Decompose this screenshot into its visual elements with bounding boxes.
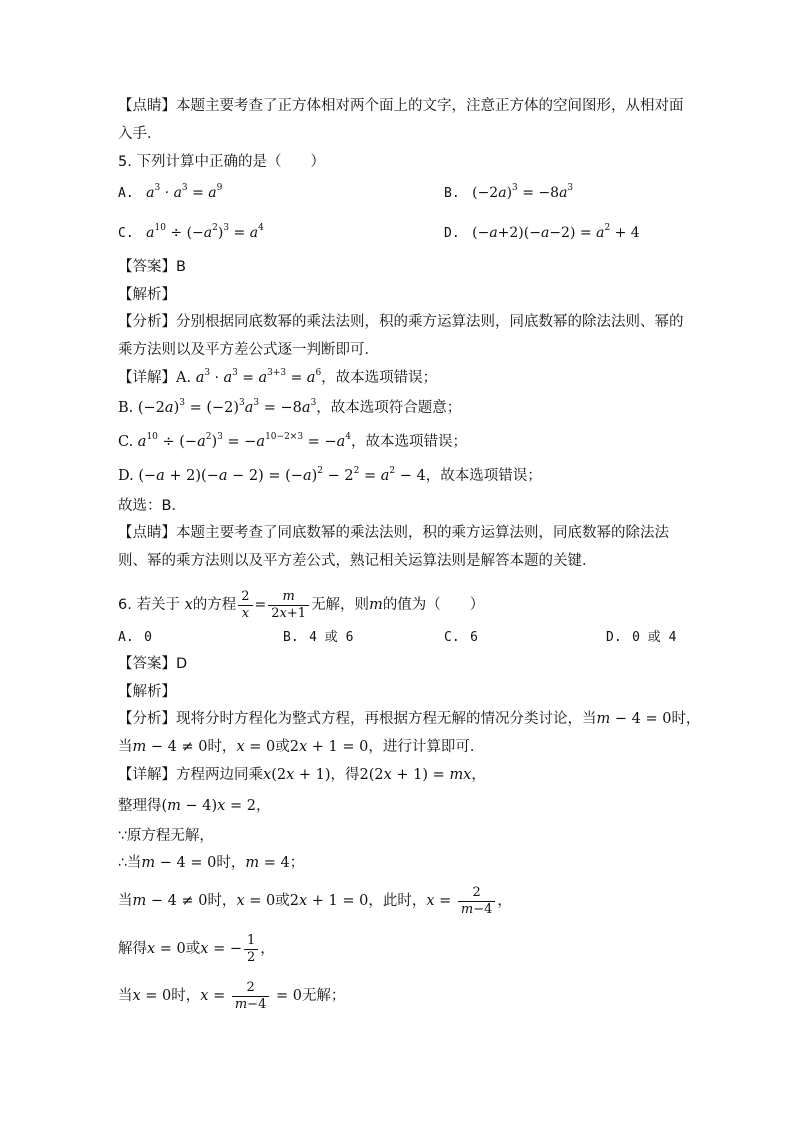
q5-xiangjie-a-tail: ，故本选项错误； xyxy=(321,370,438,386)
q6-xj2-end: ， xyxy=(255,798,271,814)
q5-fenxi-2: 乘方法则以及平方差公式逐一判断即可． xyxy=(118,342,379,358)
q5-jiexi: 【解析】 xyxy=(118,287,176,303)
q6-xj1-pre: 方程两边同乘 xyxy=(176,767,263,783)
q6-xj5-t: 时， xyxy=(207,893,237,909)
q5-dianjing-label: 【点睛】 xyxy=(118,525,176,541)
q5-fenxi-1 xyxy=(118,312,684,332)
q6-stem-pre: 6. 若关于 xyxy=(118,597,180,613)
q6-xj7-end: 无解； xyxy=(301,988,346,1004)
q6-fenxi-t1: 时， xyxy=(671,711,701,727)
q6-frac-x-2: $\frac{2}{m-4}$ xyxy=(232,980,270,1013)
q5-option-d-label: D. xyxy=(444,226,460,241)
q6-option-c-value: 6 xyxy=(470,630,478,645)
q6-option-b xyxy=(283,627,353,648)
q6-option-d-label: D. xyxy=(606,630,622,645)
q6-xj-3 xyxy=(118,826,214,846)
q5-xiangjie-b-tail: ，故本选项符合题意； xyxy=(316,400,462,416)
q5-option-b-label: B. xyxy=(444,186,460,201)
q6-stem-end: 的值为（ ） xyxy=(382,597,485,613)
q5-answer xyxy=(118,257,186,277)
q6-frac-right: $\frac{m}{2x+1}$ xyxy=(268,589,309,622)
q6-fenxi-1: 【分析】现将分时方程化为整式方程，再根据方程无解的情况分类讨论，当m − 4 = 0时， xyxy=(118,711,701,727)
q6-option-d xyxy=(606,627,676,648)
dianjing-label: 【点睛】 xyxy=(118,98,176,114)
q6-option-d-value: 0 或 4 xyxy=(632,630,677,645)
q5-xiangjie-d-tail: ，故本选项错误； xyxy=(425,468,542,484)
q6-answer xyxy=(118,654,187,674)
q6-option-a-value: 0 xyxy=(144,630,152,645)
q5-xiangjie-d: D. $(-a + 2)(-a - 2) = (-a)^2 - 2^2 = a^2 - 4$，故本选项错误； xyxy=(118,466,542,484)
q6-xj6-or: 或 xyxy=(185,941,201,957)
q5-choose: 故选：B． xyxy=(118,498,186,514)
q6-xj-4: ∴当m − 4 = 0时，m = 4； xyxy=(118,855,305,871)
q6-stem-post: 无解，则 xyxy=(311,597,370,613)
q5-fenxi-text: 分别根据同底数幂的乘法法则，积的乘方运算法则，同底数幂的除法法则、幂的 xyxy=(176,314,684,330)
therefore-symbol: ∴ xyxy=(118,855,127,871)
q6-fenxi2-or: 或 xyxy=(275,739,290,755)
q5-xiangjie-b: B. $(-2a)^3 = (-2)^3a^3 = -8a^3$，故本选项符合题意； xyxy=(118,398,462,416)
q6-fenxi2-end: ，进行计算即可． xyxy=(368,739,485,755)
because-symbol: ∵ xyxy=(118,828,127,844)
q6-frac-half: $\frac{1}{2}$ xyxy=(244,933,258,966)
q6-xj-6: 解得x = 0或x = − $\frac{1}{2}$ ， xyxy=(118,932,275,965)
q5-option-b: B. $(-2a)^3 = -8a^3$ xyxy=(444,183,574,201)
q6-xj1-end: ， xyxy=(471,767,486,783)
dianjing-text-2: 入手． xyxy=(118,126,162,142)
dianjing-line-2 xyxy=(118,124,162,144)
q6-option-c xyxy=(444,627,478,648)
q6-xj5-end: ， xyxy=(497,893,512,909)
q5-xiangjie-label: 【详解】 xyxy=(118,370,176,386)
q5-dianjing-text: 本题主要考查了同底数幂的乘法法则，积的乘方运算法则，同底数幂的除法法 xyxy=(176,525,669,541)
q5-option-a: A. $a^3 \cdot a^3 = a^9$ xyxy=(118,183,223,201)
q6-xj4-t: 时， xyxy=(216,855,246,871)
q6-answer-value: D xyxy=(176,656,188,672)
q6-answer-label: 【答案】 xyxy=(118,656,176,672)
q6-xj6-pre: 解得 xyxy=(118,941,147,957)
q6-frac-x: $\frac{2}{m-4}$ xyxy=(458,885,496,918)
q6-option-a xyxy=(118,627,152,648)
q6-xj5-pre: 当 xyxy=(118,893,133,909)
q5-xiangjie-c: C. $a^{10} \div (-a^2)^3 = -a^{10-2\times 3} = -a^4$，故本选项错误； xyxy=(118,432,467,450)
q5-answer-label: 【答案】 xyxy=(118,259,176,275)
q6-xj4-pre: 当 xyxy=(126,855,142,871)
q6-fenxi-2: 当m − 4 ≠ 0时，x = 0或2x + 1 = 0，进行计算即可． xyxy=(118,739,485,755)
q6-xj2-pre: 整理得 xyxy=(118,798,162,814)
q5-dianjing-1 xyxy=(118,523,669,543)
q5-option-d: D. $(-a+2)(-a-2) = a^2 + 4$ xyxy=(444,223,640,241)
q6-xj5-or: 或 xyxy=(275,893,290,909)
q5-option-a-label: A. xyxy=(118,186,134,201)
q6-option-c-label: C. xyxy=(444,630,460,645)
q6-xj6-end: ， xyxy=(260,941,275,957)
dianjing-text: 本题主要考查了正方体相对两个面上的文字，注意正方体的空间图形，从相对面 xyxy=(176,98,684,114)
q6-xj5-mid: ，此时， xyxy=(368,893,427,909)
q5-answer-value: B xyxy=(176,259,186,275)
q6-fenxi2-pre: 当 xyxy=(118,739,133,755)
q6-xj7-t: 时， xyxy=(171,988,201,1004)
q6-stem-mid: 的方程 xyxy=(192,597,237,613)
q6-xj-2: 整理得(m − 4)x = 2， xyxy=(118,798,271,814)
q6-option-b-value: 4 或 6 xyxy=(309,630,354,645)
q5-fenxi-label: 【分析】 xyxy=(118,314,176,330)
q6-xj-5: 当m − 4 ≠ 0时，x = 0或2x + 1 = 0，此时，x = $\frac{2}{m-4}$ ， xyxy=(118,884,512,917)
q5-option-c-label: C. xyxy=(118,226,134,241)
q6-fenxi2-t: 时， xyxy=(207,739,237,755)
q6-frac-left: $\frac{2}{x}$ xyxy=(238,589,252,622)
q6-xj4-end: ； xyxy=(289,855,305,871)
q6-xj-7: 当x = 0时，x = $\frac{2}{m-4}$ = 0无解； xyxy=(118,979,346,1012)
q6-fenxi-label: 【分析】 xyxy=(118,711,176,727)
q6-xj1-mid: ，得 xyxy=(330,767,360,783)
dianjing-line-1 xyxy=(118,96,684,116)
q6-xj-1: 【详解】方程两边同乘x(2x + 1)，得2(2x + 1) = mx， xyxy=(118,767,486,783)
q6-jiexi: 【解析】 xyxy=(118,684,176,700)
q6-stem: 6. 若关于 x的方程 $\frac{2}{x}$ = $\frac{m}{2x+1}$ 无解，则m的值为（ ） xyxy=(118,588,485,621)
q6-xj3: 原方程无解， xyxy=(126,828,214,844)
q5-xiangjie-a: 【详解】A. $a^3 \cdot a^3 = a^{3+3} = a^6$，故本选项错误； xyxy=(118,368,438,386)
q6-option-b-label: B. xyxy=(283,630,299,645)
q6-fenxi-text: 现将分时方程化为整式方程，再根据方程无解的情况分类讨论，当 xyxy=(176,711,597,727)
q5-dianjing-2: 则、幂的乘方法则以及平方差公式，熟记相关运算法则是解答本题的关键． xyxy=(118,553,597,569)
q6-xj7-pre: 当 xyxy=(118,988,133,1004)
q6-xiangjie-label: 【详解】 xyxy=(118,767,176,783)
q5-option-c: C. $a^{10} \div (-a^2)^3 = a^4$ xyxy=(118,223,264,241)
q5-stem: 5. 下列计算中正确的是（ ） xyxy=(118,154,325,170)
q5-xiangjie-c-tail: ，故本选项错误； xyxy=(351,434,467,450)
q6-option-a-label: A. xyxy=(118,630,134,645)
